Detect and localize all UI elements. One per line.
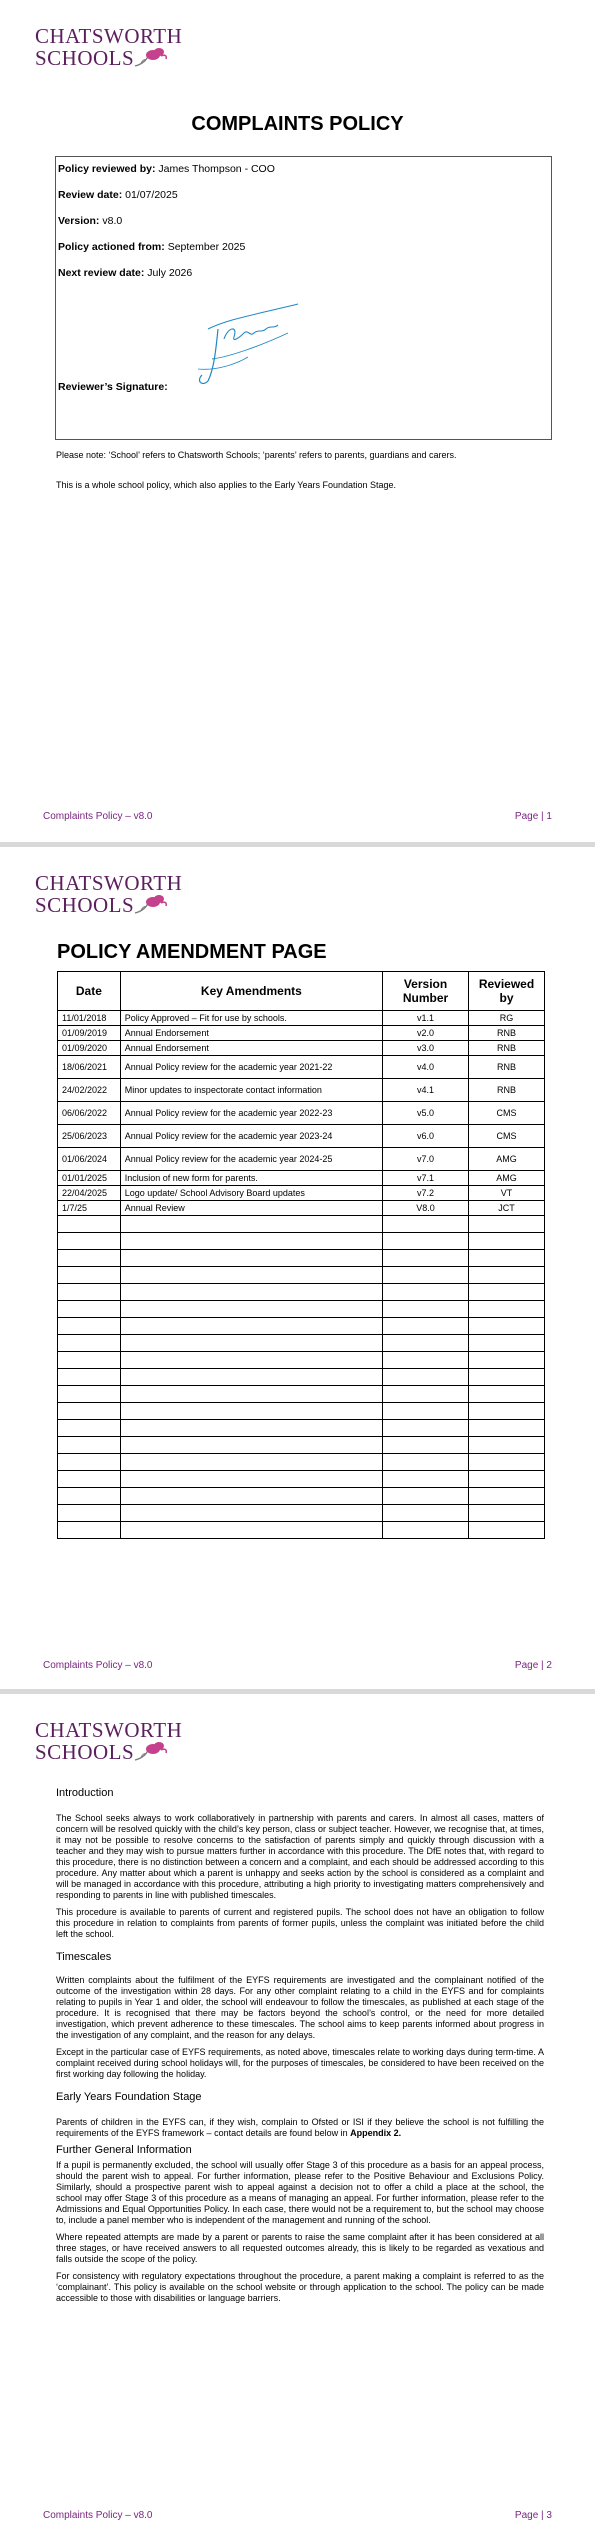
empty-cell [120, 1318, 382, 1335]
footer-title: Complaints Policy – v8.0 [43, 811, 153, 822]
cell-key-amendment: Annual Policy review for the academic year 2024-25 [120, 1148, 382, 1171]
amendment-page-title: POLICY AMENDMENT PAGE [57, 941, 327, 963]
empty-cell [120, 1505, 382, 1522]
table-row [58, 1186, 545, 1201]
timescales-paragraph-2: Except in the particular case of EYFS requirements, as noted above, timescales relate to working days during term-time. A complaint received during school holidays will, for the purposes of timescales, be considered to have been received on the first working day following the holiday. [56, 2047, 544, 2079]
flower-icon [133, 1738, 169, 1764]
table-row [58, 1026, 545, 1041]
empty-cell [382, 1403, 468, 1420]
table-row-empty [58, 1522, 545, 1539]
empty-cell [58, 1420, 121, 1437]
table-row-empty [58, 1488, 545, 1505]
empty-cell [58, 1437, 121, 1454]
empty-cell [120, 1250, 382, 1267]
cell-date: 24/02/2022 [58, 1079, 121, 1102]
note-definitions: Please note: ‘School’ refers to Chatsworth Schools; ‘parents’ refers to parents, guardians and carers. [56, 450, 457, 460]
empty-cell [469, 1437, 545, 1454]
footer-page-number: Page | 3 [514, 2510, 552, 2521]
header-key-amendments: Key Amendments [120, 972, 382, 1011]
table-row-empty [58, 1386, 545, 1403]
empty-cell [58, 1335, 121, 1352]
further-info-heading: Further General Information [56, 2144, 192, 2156]
empty-cell [58, 1250, 121, 1267]
cell-key-amendment: Annual Policy review for the academic year 2021-22 [120, 1056, 382, 1079]
cell-reviewed-by: AMG [469, 1148, 545, 1171]
empty-cell [120, 1488, 382, 1505]
table-row-empty [58, 1403, 545, 1420]
cell-date: 01/01/2025 [58, 1171, 121, 1186]
empty-cell [469, 1386, 545, 1403]
cell-key-amendment: Minor updates to inspectorate contact information [120, 1079, 382, 1102]
policy-actioned-from: Policy actioned from: September 2025 [58, 241, 246, 253]
cell-reviewed-by: RNB [469, 1056, 545, 1079]
empty-cell [469, 1267, 545, 1284]
cell-date: 01/09/2019 [58, 1026, 121, 1041]
cell-key-amendment: Annual Review [120, 1201, 382, 1216]
cell-date: 11/01/2018 [58, 1011, 121, 1026]
empty-cell [469, 1250, 545, 1267]
table-row-empty [58, 1437, 545, 1454]
table-row-empty [58, 1335, 545, 1352]
empty-cell [382, 1488, 468, 1505]
empty-cell [58, 1454, 121, 1471]
footer-page-number: Page | 1 [514, 811, 552, 822]
cell-key-amendment: Logo update/ School Advisory Board updates [120, 1186, 382, 1201]
cell-version: v7.2 [382, 1186, 468, 1201]
table-row [58, 1102, 545, 1125]
reviewed-by: Policy reviewed by: James Thompson - COO [58, 163, 275, 175]
amendment-table [57, 971, 545, 1539]
footer-title: Complaints Policy – v8.0 [43, 2510, 153, 2521]
cell-date: 22/04/2025 [58, 1186, 121, 1201]
table-row-empty [58, 1301, 545, 1318]
empty-cell [382, 1505, 468, 1522]
table-row-empty [58, 1216, 545, 1233]
empty-cell [382, 1522, 468, 1539]
empty-cell [58, 1352, 121, 1369]
empty-cell [382, 1420, 468, 1437]
introduction-paragraph-1: The School seeks always to work collaboratively in partnership with parents and carers. In almost all cases, matters of concern will be resolved quickly with the child’s key person, class or subject teacher. However, we recognise that, at times, it may not be possible to resolve concerns to the satisfaction of parents simply and quickly through discussion with a teacher and they may wish to pursue matters further in accordance with this procedure. The DfE notes that, with regard to this procedure, there is no distinction between a concern and a complaint, and each should be addressed according to this procedure. Any matter about which a parent is unhappy and seeks action by the school is considered as a complaint and will be managed in accordance with this procedure, attributing a high priority to investigating matters comprehensively and responding to parents in line with published timescales. [56, 1813, 544, 1900]
empty-cell [120, 1471, 382, 1488]
empty-cell [469, 1471, 545, 1488]
table-row [58, 1201, 545, 1216]
empty-cell [382, 1471, 468, 1488]
table-row-empty [58, 1284, 545, 1301]
empty-cell [469, 1335, 545, 1352]
cell-version: v5.0 [382, 1102, 468, 1125]
chatsworth-logo: CHATSWORTH SCHOOLS [35, 24, 183, 70]
version: Version: v8.0 [58, 215, 123, 227]
cell-version: v7.1 [382, 1171, 468, 1186]
empty-cell [469, 1403, 545, 1420]
table-row-empty [58, 1420, 545, 1437]
cell-key-amendment: Annual Policy review for the academic year 2023-24 [120, 1125, 382, 1148]
empty-cell [58, 1471, 121, 1488]
empty-cell [120, 1216, 382, 1233]
empty-cell [58, 1216, 121, 1233]
header-reviewed-by: Reviewed by [469, 972, 545, 1011]
note-whole-school: This is a whole school policy, which also applies to the Early Years Foundation Stage. [56, 480, 397, 490]
empty-cell [120, 1369, 382, 1386]
cell-reviewed-by: RNB [469, 1079, 545, 1102]
chatsworth-logo: CHATSWORTH SCHOOLS [35, 1718, 183, 1764]
header-date: Date [58, 972, 121, 1011]
timescales-paragraph-1: Written complaints about the fulfilment of the EYFS requirements are investigated and the complainant notified of the outcome of the investigation within 28 days. For any other complaint relating to a child in the EYFS and for complaints relating to pupils in Year 1 and older, the school will endeavour to follow the timescales, as published at each stage of the procedure. It is recognised that there may be factors beyond the school’s control, or the need for more detailed investigation, which prevent adherence to these timescales. The school aims to keep parents informed about progress in the investigation of any complaint, and the reason for any delays. [56, 1975, 544, 2040]
cell-date: 18/06/2021 [58, 1056, 121, 1079]
introduction-paragraph-2: This procedure is available to parents of current and registered pupils. The school does not have an obligation to follow this procedure in relation to complaints from parents of former pupils, unless the complaint was initiated before the child left the school. [56, 1907, 544, 1939]
table-row-empty [58, 1318, 545, 1335]
signature-image [188, 299, 308, 389]
amendment-table-body [58, 1011, 545, 1539]
cell-key-amendment: Inclusion of new form for parents. [120, 1171, 382, 1186]
empty-cell [382, 1233, 468, 1250]
empty-cell [58, 1403, 121, 1420]
empty-cell [58, 1318, 121, 1335]
cell-version: v4.0 [382, 1056, 468, 1079]
eyfs-heading: Early Years Foundation Stage [56, 2091, 202, 2103]
table-row [58, 1171, 545, 1186]
empty-cell [469, 1301, 545, 1318]
cell-version: v3.0 [382, 1041, 468, 1056]
cell-date: 25/06/2023 [58, 1125, 121, 1148]
empty-cell [382, 1454, 468, 1471]
empty-cell [120, 1267, 382, 1284]
empty-cell [58, 1369, 121, 1386]
empty-cell [120, 1420, 382, 1437]
empty-cell [382, 1216, 468, 1233]
empty-cell [58, 1267, 121, 1284]
empty-cell [469, 1284, 545, 1301]
page-3-body [56, 1788, 544, 2310]
empty-cell [120, 1522, 382, 1539]
cell-reviewed-by: CMS [469, 1102, 545, 1125]
timescales-heading: Timescales [56, 1951, 112, 1963]
empty-cell [120, 1233, 382, 1250]
cell-date: 01/06/2024 [58, 1148, 121, 1171]
empty-cell [382, 1250, 468, 1267]
empty-cell [469, 1318, 545, 1335]
cell-date: 1/7/25 [58, 1201, 121, 1216]
introduction-heading: Introduction [56, 1787, 114, 1799]
empty-cell [382, 1318, 468, 1335]
empty-cell [58, 1505, 121, 1522]
page-1 [0, 0, 595, 842]
empty-cell [120, 1403, 382, 1420]
review-date: Review date: 01/07/2025 [58, 189, 178, 201]
table-row-empty [58, 1352, 545, 1369]
cell-reviewed-by: JCT [469, 1201, 545, 1216]
empty-cell [58, 1233, 121, 1250]
empty-cell [469, 1488, 545, 1505]
empty-cell [382, 1352, 468, 1369]
table-row [58, 1056, 545, 1079]
cell-key-amendment: Annual Endorsement [120, 1026, 382, 1041]
empty-cell [469, 1454, 545, 1471]
table-row-empty [58, 1233, 545, 1250]
cell-reviewed-by: RG [469, 1011, 545, 1026]
table-row [58, 1041, 545, 1056]
empty-cell [469, 1505, 545, 1522]
eyfs-paragraph: Parents of children in the EYFS can, if they wish, complain to Ofsted or ISI if they believe the school is not fulfilling the requirements of the EYFS framework – contact details are found below in Appendix 2. [56, 2117, 544, 2138]
further-info-paragraph-3: For consistency with regulatory expectations throughout the procedure, a parent making a complaint is referred to as the ‘complainant’. This policy is available on the school website or through application to the school. The policy can be made accessible to those with disabilities or language barriers. [56, 2271, 544, 2303]
empty-cell [382, 1386, 468, 1403]
empty-cell [469, 1369, 545, 1386]
empty-cell [469, 1352, 545, 1369]
empty-cell [382, 1335, 468, 1352]
empty-cell [58, 1301, 121, 1318]
table-row-empty [58, 1369, 545, 1386]
empty-cell [382, 1437, 468, 1454]
header-version-number: Version Number [382, 972, 468, 1011]
table-row [58, 1148, 545, 1171]
next-review-date: Next review date: July 2026 [58, 267, 193, 279]
footer-title: Complaints Policy – v8.0 [43, 1660, 153, 1671]
empty-cell [120, 1335, 382, 1352]
cell-reviewed-by: VT [469, 1186, 545, 1201]
empty-cell [469, 1522, 545, 1539]
cell-version: v7.0 [382, 1148, 468, 1171]
flower-icon [133, 891, 169, 917]
empty-cell [58, 1488, 121, 1505]
cell-reviewed-by: CMS [469, 1125, 545, 1148]
empty-cell [382, 1301, 468, 1318]
page-2 [0, 847, 595, 1689]
empty-cell [382, 1369, 468, 1386]
empty-cell [469, 1216, 545, 1233]
flower-icon [133, 44, 169, 70]
cell-version: v4.1 [382, 1079, 468, 1102]
table-row-empty [58, 1471, 545, 1488]
empty-cell [120, 1454, 382, 1471]
empty-cell [58, 1284, 121, 1301]
table-header-row [58, 972, 545, 1011]
empty-cell [120, 1437, 382, 1454]
chatsworth-logo: CHATSWORTH SCHOOLS [35, 871, 183, 917]
empty-cell [120, 1352, 382, 1369]
table-row [58, 1125, 545, 1148]
empty-cell [120, 1386, 382, 1403]
table-row-empty [58, 1250, 545, 1267]
cell-reviewed-by: RNB [469, 1026, 545, 1041]
empty-cell [58, 1386, 121, 1403]
cell-date: 06/06/2022 [58, 1102, 121, 1125]
table-row [58, 1079, 545, 1102]
reviewer-signature-label: Reviewer’s Signature: [58, 381, 168, 393]
page-title: COMPLAINTS POLICY [191, 113, 404, 135]
cell-version: V8.0 [382, 1201, 468, 1216]
cell-version: v2.0 [382, 1026, 468, 1041]
cell-reviewed-by: AMG [469, 1171, 545, 1186]
cell-key-amendment: Annual Policy review for the academic year 2022-23 [120, 1102, 382, 1125]
cell-reviewed-by: RNB [469, 1041, 545, 1056]
cell-version: v6.0 [382, 1125, 468, 1148]
empty-cell [382, 1267, 468, 1284]
table-row-empty [58, 1454, 545, 1471]
empty-cell [120, 1301, 382, 1318]
table-row [58, 1011, 545, 1026]
empty-cell [382, 1284, 468, 1301]
cell-key-amendment: Annual Endorsement [120, 1041, 382, 1056]
empty-cell [120, 1284, 382, 1301]
policy-info-box [55, 156, 552, 440]
table-row-empty [58, 1505, 545, 1522]
cell-version: v1.1 [382, 1011, 468, 1026]
further-info-paragraph-2: Where repeated attempts are made by a parent or parents to raise the same complaint after it has been considered at all three stages, or have received answers to all requested outcomes already, this is likely to be regarded as vexatious and falls outside the scope of the policy. [56, 2232, 544, 2264]
page-3 [0, 1694, 595, 2536]
footer-page-number: Page | 2 [514, 1660, 552, 1671]
table-row-empty [58, 1267, 545, 1284]
further-info-paragraph-1: If a pupil is permanently excluded, the school will usually offer Stage 3 of this procedure as a basis for an appeal process, should the parent wish to appeal. For further information, please refer to the Positive Behaviour and Exclusions Policy. Similarly, should a prospective parent wish to appeal against a decision not to offer a child a place at the school, the school may offer Stage 3 of this procedure as a means of managing an appeal. For further information, please refer to the Admissions and Equal Opportunities Policy. In each case, there would not be a requirement to, but the school may choose to, include a panel member who is independent of the management and running of the school. [56, 2160, 544, 2225]
cell-date: 01/09/2020 [58, 1041, 121, 1056]
empty-cell [469, 1233, 545, 1250]
empty-cell [469, 1420, 545, 1437]
cell-key-amendment: Policy Approved – Fit for use by schools. [120, 1011, 382, 1026]
empty-cell [58, 1522, 121, 1539]
